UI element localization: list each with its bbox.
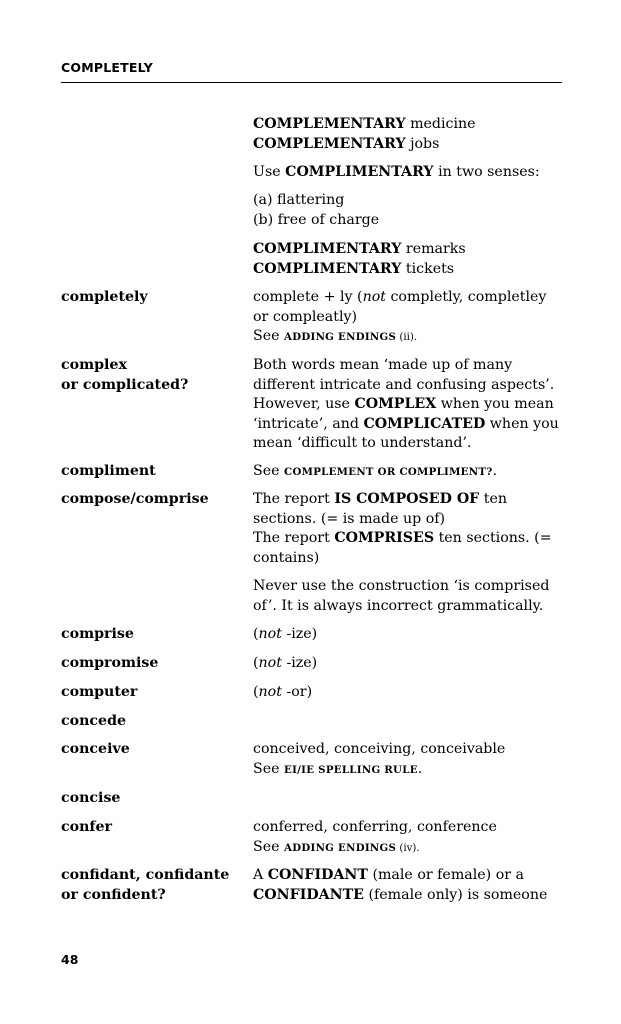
entry-confidant: A CONFIDANT (male or female) or a CONFIDANTE (female only) is someone: [253, 867, 548, 903]
entry-compose-note: Never use the construction ‘is comprised of’. It is always incorrect grammatically.: [253, 578, 550, 614]
entry-complex: Both words mean ‘made up of many different intricate and confusing aspects’. However, use COMPLEX when you mean ‘intricate’, and COMPLICATED when you mean ‘difficult to understand’.: [253, 357, 559, 451]
cross-reference: See ADDING ENDINGS (ii).: [253, 328, 418, 344]
complimentary-examples: [253, 240, 563, 279]
sense-b: (b) free of charge: [253, 211, 380, 228]
running-head: COMPLETELY: [61, 60, 154, 75]
complementary-examples: [253, 115, 563, 154]
complimentary-usage: Use COMPLIMENTARY in two senses:: [253, 164, 540, 180]
headword-compose-comprise: compose/comprise: [61, 491, 209, 507]
sense-a: (a) flattering: [253, 192, 345, 208]
example-line: COMPLEMENTARY medicine: [253, 116, 476, 132]
cross-reference: See ADDING ENDINGS (iv).: [253, 838, 420, 855]
cross-reference: See COMPLEMENT OR COMPLIMENT?.: [253, 463, 498, 479]
example-line: COMPLEMENTARY jobs: [253, 135, 440, 152]
example-line: COMPLIMENTARY tickets: [253, 260, 455, 277]
headword-compliment: compliment: [61, 463, 156, 479]
complimentary-senses: [253, 191, 563, 230]
headword-conceive: conceive: [61, 741, 130, 757]
headword-compromise: compromise: [61, 655, 159, 671]
entry-compliment: [253, 462, 563, 483]
entry-comprise: (not -ize): [253, 626, 318, 642]
headword-concede: concede: [61, 713, 127, 729]
entry-conceive: conceived, conceiving, conceivable See EI/IE SPELLING RULE.: [253, 740, 563, 780]
entry-completely: complete + ly (not completly, completley or compleatly) See ADDING ENDINGS (ii).: [253, 288, 563, 348]
header-rule: [61, 82, 562, 83]
headword-complex: complex or complicated?: [61, 357, 189, 393]
headword-comprise: comprise: [61, 626, 134, 642]
entry-compromise: (not -ize): [253, 655, 318, 671]
headword-confer: confer: [61, 819, 113, 835]
entry-computer: (not -or): [253, 684, 313, 700]
cross-reference: See EI/IE SPELLING RULE.: [253, 760, 423, 777]
headword-confidant: confidant, confidante or confident?: [61, 867, 230, 903]
entry-confer: conferred, conferring, conference See ADDING ENDINGS (iv).: [253, 818, 563, 858]
headword-completely: completely: [61, 289, 148, 305]
headword-concise: concise: [61, 790, 121, 806]
entry-compose-comprise: The report IS COMPOSED OF ten sections. (= is made up of) The report COMPRISES ten sections. (= contains): [253, 491, 552, 566]
headword-computer: computer: [61, 684, 138, 700]
example-line: COMPLIMENTARY remarks: [253, 241, 466, 257]
page-number: 48: [61, 952, 79, 967]
